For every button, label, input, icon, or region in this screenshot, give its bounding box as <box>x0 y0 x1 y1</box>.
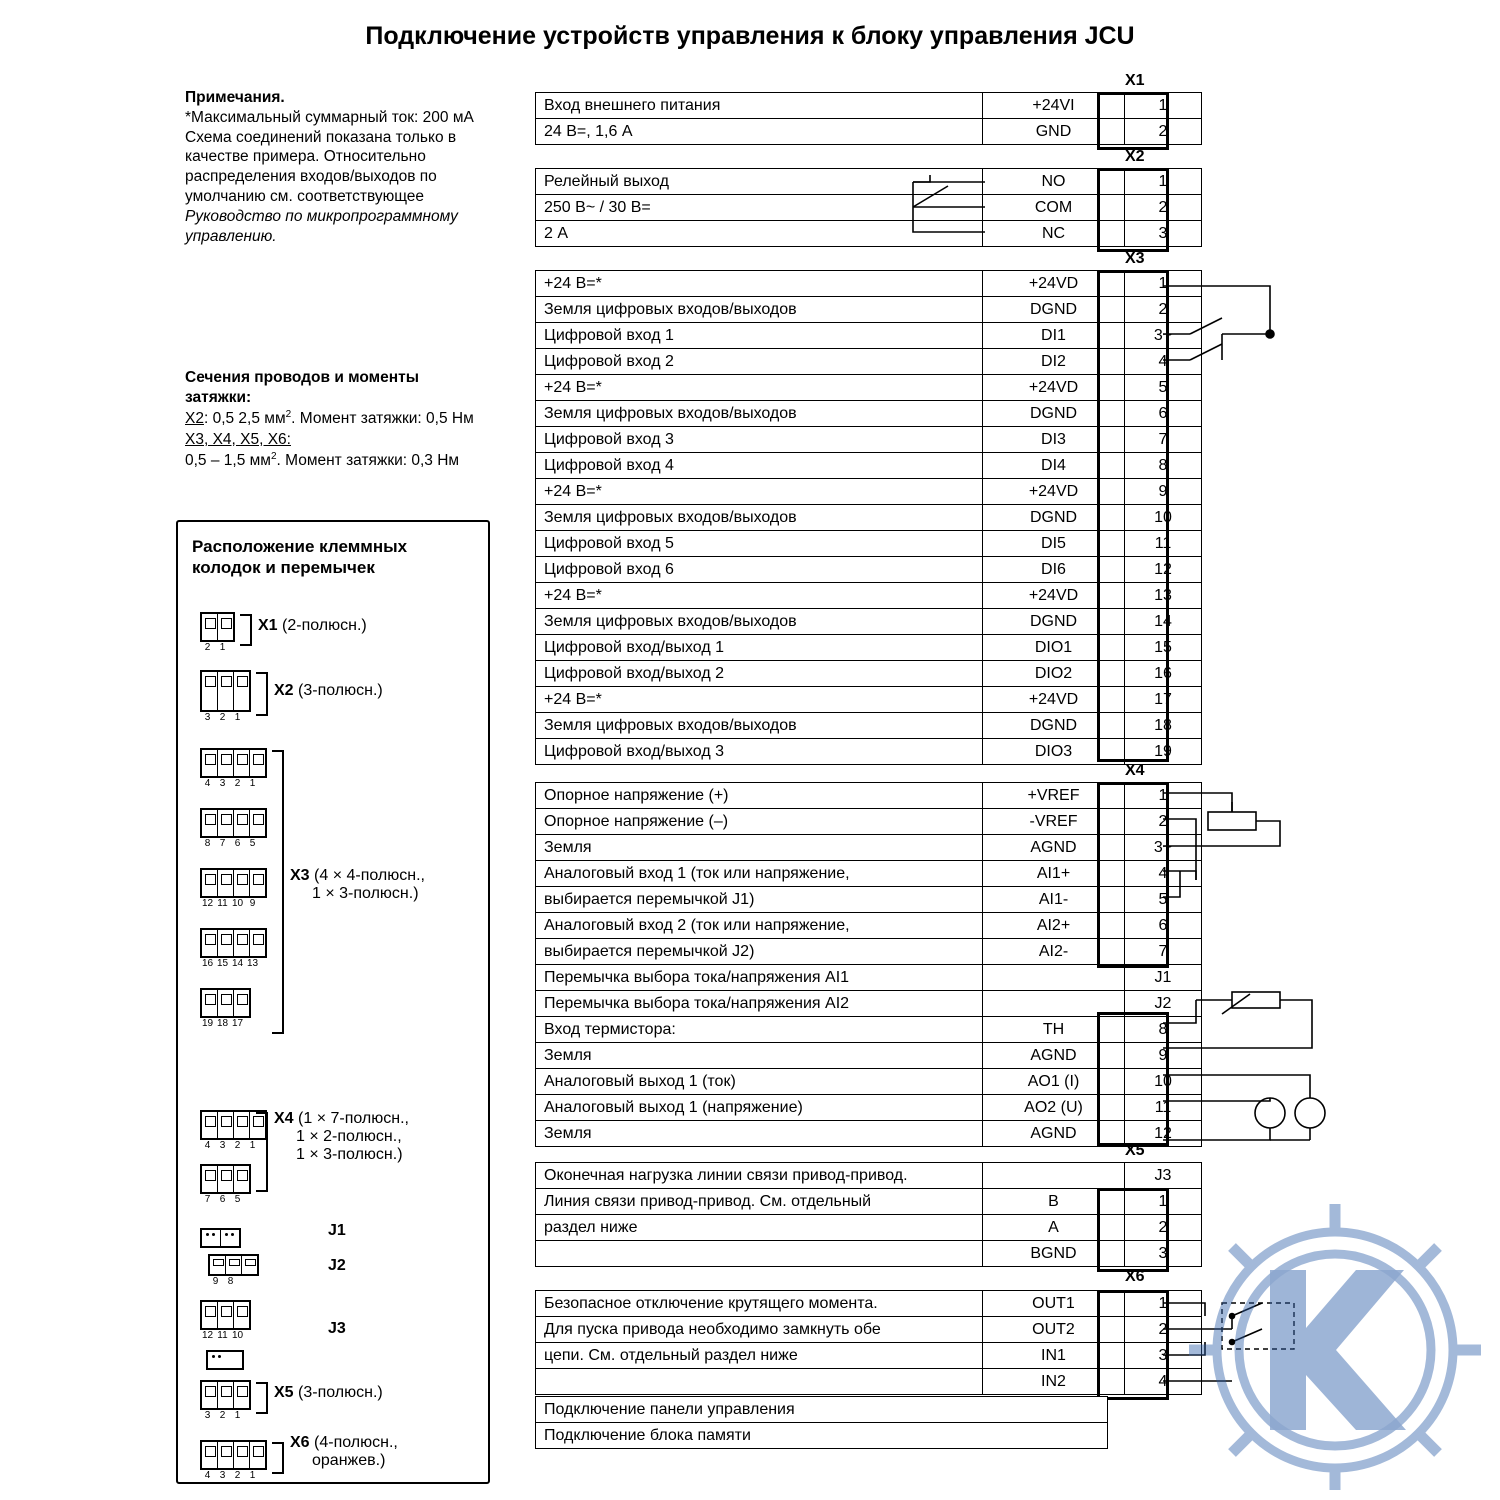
row-terminal-number: 3~ <box>1125 835 1202 861</box>
brace-x5 <box>256 1382 268 1414</box>
row-terminal-number: 15 <box>1125 635 1202 661</box>
row-signal: NO <box>983 169 1125 195</box>
table-row <box>536 1017 1202 1043</box>
row-description: Земля цифровых входов/выходов <box>536 713 983 739</box>
terminal-x6-label <box>290 1434 398 1470</box>
jumper-j3-name: J3 <box>328 1320 346 1337</box>
row-description <box>536 1241 983 1267</box>
connector-x6: 4 3 2 1 <box>200 1440 267 1481</box>
row-description: выбирается перемычкой J1) <box>536 887 983 913</box>
row-signal: GND <box>983 119 1125 145</box>
brace-x1 <box>240 614 252 646</box>
row-signal: AO1 (I) <box>983 1069 1125 1095</box>
table-row <box>536 195 1202 221</box>
row-terminal-number: 8 <box>1125 1017 1202 1043</box>
row-terminal-number: 7 <box>1125 427 1202 453</box>
row-description: Земля цифровых входов/выходов <box>536 401 983 427</box>
row-description: Опорное напряжение (+) <box>536 783 983 809</box>
row-description: Земля цифровых входов/выходов <box>536 609 983 635</box>
page-title: Подключение устройств управления к блоку управления JCU <box>365 22 1135 50</box>
row-description: +24 В=* <box>536 375 983 401</box>
row-description: Опорное напряжение (–) <box>536 809 983 835</box>
row-terminal-number: 3 <box>1125 1343 1202 1369</box>
row-terminal-number: 11 <box>1125 531 1202 557</box>
brace-x2 <box>256 672 268 716</box>
brace-x6 <box>272 1442 284 1474</box>
row-terminal-number: J3 <box>1125 1163 1202 1189</box>
row-signal <box>983 991 1125 1017</box>
terminal-x6-note-1: (4-полюсн., <box>314 1434 398 1451</box>
group-label-x5: X5 <box>1125 1142 1145 1159</box>
row-terminal-number: 10 <box>1125 505 1202 531</box>
row-description: Земля <box>536 1043 983 1069</box>
row-description: Цифровой вход 4 <box>536 453 983 479</box>
jumper-block-j3 <box>206 1350 244 1370</box>
connector-x3-c: 12 11 10 9 <box>200 868 267 909</box>
terminal-x1-name: X1 <box>258 617 278 634</box>
table-row <box>536 93 1202 119</box>
row-description: Цифровой вход 5 <box>536 531 983 557</box>
connector-x2: 3 2 1 <box>200 670 251 723</box>
brace-x3 <box>272 750 284 1034</box>
jumper-block-j1 <box>200 1228 241 1248</box>
table-x3 <box>535 270 1202 765</box>
row-signal: A <box>983 1215 1125 1241</box>
row-signal: DGND <box>983 401 1125 427</box>
row-description: цепи. См. отдельный раздел ниже <box>536 1343 983 1369</box>
row-signal: DGND <box>983 505 1125 531</box>
notes-heading: Примечания. <box>185 89 285 106</box>
row-terminal-number: 8 <box>1125 453 1202 479</box>
row-signal: AI2+ <box>983 913 1125 939</box>
row-signal: +24VD <box>983 375 1125 401</box>
row-terminal-number: 14 <box>1125 609 1202 635</box>
table-row <box>536 939 1202 965</box>
table-row <box>536 1069 1202 1095</box>
row-description: Аналоговый вход 1 (ток или напряжение, <box>536 861 983 887</box>
table-row <box>536 401 1202 427</box>
connector-x4-c: 9 8 <box>208 1254 259 1287</box>
row-signal: +24VD <box>983 271 1125 297</box>
row-terminal-number: 2 <box>1125 195 1202 221</box>
table-row <box>536 835 1202 861</box>
row-signal: AI1- <box>983 887 1125 913</box>
terminal-x6-note-2: оранжев.) <box>312 1452 386 1469</box>
terminal-x6-name: X6 <box>290 1434 310 1451</box>
table-row <box>536 1397 1108 1423</box>
row-signal: BGND <box>983 1241 1125 1267</box>
row-description: 24 В=, 1,6 А <box>536 119 983 145</box>
table-row <box>536 1241 1202 1267</box>
connector-x4-d: 12 11 10 <box>200 1300 251 1341</box>
table-row <box>536 861 1202 887</box>
terminal-x5-label <box>274 1384 383 1402</box>
row-description: Цифровой вход 2 <box>536 349 983 375</box>
table-row <box>536 583 1202 609</box>
row-terminal-number: J2 <box>1125 991 1202 1017</box>
row-terminal-number: 4 <box>1125 861 1202 887</box>
table-bottom <box>535 1396 1108 1449</box>
table-row <box>536 221 1202 247</box>
row-description: +24 В=* <box>536 687 983 713</box>
row-terminal-number: 1 <box>1125 271 1202 297</box>
table-x2 <box>535 168 1202 247</box>
row-terminal-number: 11 <box>1125 1095 1202 1121</box>
connector-x4-b: 7 6 5 <box>200 1164 251 1205</box>
row-description: Вход термистора: <box>536 1017 983 1043</box>
row-description: Линия связи привод-привод. См. отдельный <box>536 1189 983 1215</box>
row-terminal-number: 19 <box>1125 739 1202 765</box>
row-signal: DGND <box>983 297 1125 323</box>
row-signal: -VREF <box>983 809 1125 835</box>
row-terminal-number: 1 <box>1125 169 1202 195</box>
row-description: Перемычка выбора тока/напряжения AI2 <box>536 991 983 1017</box>
table-row <box>536 713 1202 739</box>
connector-x3-a: 4 3 2 1 <box>200 748 267 789</box>
row-description: Земля цифровых входов/выходов <box>536 505 983 531</box>
row-terminal-number: 1 <box>1125 1189 1202 1215</box>
connector-x5: 3 2 1 <box>200 1380 251 1421</box>
table-row <box>536 557 1202 583</box>
row-signal: +24VD <box>983 687 1125 713</box>
row-signal: DI3 <box>983 427 1125 453</box>
table-row <box>536 1423 1108 1449</box>
row-description: Аналоговый выход 1 (напряжение) <box>536 1095 983 1121</box>
row-terminal-number: 1 <box>1125 1291 1202 1317</box>
terminal-x2-label <box>274 682 383 700</box>
table-row <box>536 271 1202 297</box>
brace-x4 <box>256 1112 268 1192</box>
table-row <box>536 119 1202 145</box>
row-signal: TH <box>983 1017 1125 1043</box>
row-signal: IN2 <box>983 1369 1125 1395</box>
row-description: Цифровой вход/выход 3 <box>536 739 983 765</box>
row-signal: OUT1 <box>983 1291 1125 1317</box>
row-description <box>536 1369 983 1395</box>
row-terminal-number: 12 <box>1125 557 1202 583</box>
row-signal: DI5 <box>983 531 1125 557</box>
row-description: Земля <box>536 835 983 861</box>
row-signal: +24VD <box>983 583 1125 609</box>
wire-x2-label: X2 <box>185 410 204 428</box>
connector-x4-a: 4 3 2 1 <box>200 1110 267 1151</box>
table-row <box>536 349 1202 375</box>
wire-x3456-text: 0,5 – 1,5 $мм^2$. Момент затяжки: 0,3 Нм <box>185 450 460 469</box>
row-signal <box>983 1163 1125 1189</box>
terminal-x3-note-2: 1 × 3-полюсн.) <box>312 885 419 902</box>
row-terminal-number: J1 <box>1125 965 1202 991</box>
terminal-x3-label <box>290 867 425 903</box>
table-row <box>536 913 1202 939</box>
watermark-logo <box>1160 1190 1490 1490</box>
table-row <box>536 1095 1202 1121</box>
row-terminal-number: 4 <box>1125 349 1202 375</box>
row-terminal-number: 5 <box>1125 375 1202 401</box>
row-description: +24 В=* <box>536 271 983 297</box>
table-row <box>536 479 1202 505</box>
row-description: Земля <box>536 1121 983 1147</box>
row-signal: +VREF <box>983 783 1125 809</box>
row-terminal-number: 7 <box>1125 939 1202 965</box>
terminal-x4-note-1: (1 × 7-полюсн., <box>298 1110 409 1127</box>
table-row <box>536 661 1202 687</box>
row-signal: DI1 <box>983 323 1125 349</box>
row-description: Цифровой вход 1 <box>536 323 983 349</box>
row-terminal-number: 2 <box>1125 297 1202 323</box>
row-signal: AI1+ <box>983 861 1125 887</box>
table-x6 <box>535 1290 1202 1395</box>
row-terminal-number: 18 <box>1125 713 1202 739</box>
table-x4 <box>535 782 1202 1147</box>
table-x1 <box>535 92 1202 145</box>
row-signal: DI2 <box>983 349 1125 375</box>
row-terminal-number: 4 <box>1125 1369 1202 1395</box>
terminal-x4-name: X4 <box>274 1110 294 1127</box>
row-signal: DGND <box>983 609 1125 635</box>
row-terminal-number: 2 <box>1125 1317 1202 1343</box>
row-terminal-number: 6 <box>1125 913 1202 939</box>
table-row <box>536 297 1202 323</box>
table-row <box>536 783 1202 809</box>
connector-x1: 2 1 <box>200 612 235 653</box>
row-terminal-number: 2 <box>1125 809 1202 835</box>
row-signal: DI6 <box>983 557 1125 583</box>
row-signal: OUT2 <box>983 1317 1125 1343</box>
row-signal: AI2- <box>983 939 1125 965</box>
table-row <box>536 965 1202 991</box>
table-row <box>536 635 1202 661</box>
connector-x3-e: 19 18 17 <box>200 988 251 1029</box>
row-signal: DI4 <box>983 453 1125 479</box>
row-description: +24 В=* <box>536 583 983 609</box>
row-description: +24 В=* <box>536 479 983 505</box>
row-signal: B <box>983 1189 1125 1215</box>
table-row <box>536 1291 1202 1317</box>
jumper-j2-name: J2 <box>328 1257 346 1274</box>
row-terminal-number: 9 <box>1125 479 1202 505</box>
connector-x3-d: 16 15 14 13 <box>200 928 267 969</box>
group-label-x2: X2 <box>1125 148 1145 165</box>
row-signal: DIO1 <box>983 635 1125 661</box>
row-description: Цифровой вход 6 <box>536 557 983 583</box>
wire-x3456-label: X3, X4, X5, X6: <box>185 430 291 448</box>
jumper-j3-label <box>328 1320 346 1338</box>
row-description: Оконечная нагрузка линии связи привод-привод. <box>536 1163 983 1189</box>
group-label-x3: X3 <box>1125 250 1145 267</box>
row-terminal-number: 12 <box>1125 1121 1202 1147</box>
terminal-x2-name: X2 <box>274 682 294 699</box>
row-description: Подключение панели управления <box>536 1397 1108 1423</box>
table-row <box>536 323 1202 349</box>
row-signal: NC <box>983 221 1125 247</box>
row-signal: +24VI <box>983 93 1125 119</box>
terminal-layout-box <box>176 520 490 1484</box>
table-row <box>536 427 1202 453</box>
terminal-x1-label <box>258 617 367 635</box>
row-terminal-number: 10 <box>1125 1069 1202 1095</box>
wire-heading-2: затяжки: <box>185 389 252 407</box>
row-signal <box>983 965 1125 991</box>
row-signal: COM <box>983 195 1125 221</box>
row-terminal-number: 3 <box>1125 1241 1202 1267</box>
row-description: Безопасное отключение крутящего момента. <box>536 1291 983 1317</box>
row-description: Аналоговый вход 2 (ток или напряжение, <box>536 913 983 939</box>
row-terminal-number: 5 <box>1125 887 1202 913</box>
terminal-x5-note: (3-полюсн.) <box>298 1384 383 1401</box>
row-description: Для пуска привода необходимо замкнуть обе <box>536 1317 983 1343</box>
wire-x2-text: : 0,5 2,5 $мм^2$. Момент затяжки: 0,5 Нм <box>203 409 474 428</box>
terminal-x1-note: (2-полюсн.) <box>282 617 367 634</box>
table-x5 <box>535 1162 1202 1267</box>
row-description: Цифровой вход/выход 2 <box>536 661 983 687</box>
row-terminal-number: 2 <box>1125 119 1202 145</box>
row-signal: AGND <box>983 1043 1125 1069</box>
terminal-x4-note-3: 1 × 3-полюсн.) <box>296 1146 403 1163</box>
group-label-x1: X1 <box>1125 72 1145 89</box>
wire-x2-line <box>185 408 505 429</box>
terminal-x2-note: (3-полюсн.) <box>298 682 383 699</box>
jumper-j1-name: J1 <box>328 1222 346 1239</box>
row-description: 2 А <box>536 221 983 247</box>
table-row <box>536 687 1202 713</box>
row-description: Цифровой вход/выход 1 <box>536 635 983 661</box>
table-row <box>536 739 1202 765</box>
group-label-x6: X6 <box>1125 1268 1145 1285</box>
table-row <box>536 1317 1202 1343</box>
row-terminal-number: 9 <box>1125 1043 1202 1069</box>
terminal-x3-note-1: (4 × 4-полюсн., <box>314 867 425 884</box>
row-signal: AGND <box>983 1121 1125 1147</box>
terminal-x4-note-2: 1 × 2-полюсн., <box>296 1128 402 1145</box>
row-description: Земля цифровых входов/выходов <box>536 297 983 323</box>
notes-line-2: Схема соединений показана только в качестве примера. Относительно распределения входов/выходов по умолчанию см. соответствующее <box>185 128 457 206</box>
row-description: Релейный выход <box>536 169 983 195</box>
notes-line-1: *Максимальный суммарный ток: 200 мА <box>185 108 474 126</box>
table-row <box>536 991 1202 1017</box>
row-terminal-number: 3~ <box>1125 323 1202 349</box>
row-description: Цифровой вход 3 <box>536 427 983 453</box>
row-signal: +24VD <box>983 479 1125 505</box>
row-terminal-number: 13 <box>1125 583 1202 609</box>
row-terminal-number: 2 <box>1125 1215 1202 1241</box>
jumper-j1-label <box>328 1222 346 1240</box>
wire-sizes-block <box>185 368 505 471</box>
wire-heading-1: Сечения проводов и моменты <box>185 369 419 386</box>
table-row <box>536 1043 1202 1069</box>
terminal-layout-title-1: Расположение клеммных <box>192 537 408 556</box>
terminal-layout-title-2: колодок и перемычек <box>192 558 375 578</box>
table-row <box>536 1163 1202 1189</box>
row-description: Аналоговый выход 1 (ток) <box>536 1069 983 1095</box>
table-row <box>536 453 1202 479</box>
row-signal: DIO2 <box>983 661 1125 687</box>
group-label-x4: X4 <box>1125 762 1145 779</box>
row-signal: AO2 (U) <box>983 1095 1125 1121</box>
row-description: Вход внешнего питания <box>536 93 983 119</box>
row-description: Подключение блока памяти <box>536 1423 1108 1449</box>
row-terminal-number: 1 <box>1125 93 1202 119</box>
notes-line-3: Руководство по микропрограммному управлению. <box>185 207 458 245</box>
table-row <box>536 609 1202 635</box>
table-row <box>536 1343 1202 1369</box>
connector-x3-b: 8 7 6 5 <box>200 808 267 849</box>
row-description: Перемычка выбора тока/напряжения AI1 <box>536 965 983 991</box>
table-row <box>536 1215 1202 1241</box>
jumper-j2-label <box>328 1257 346 1275</box>
row-signal: IN1 <box>983 1343 1125 1369</box>
row-terminal-number: 6 <box>1125 401 1202 427</box>
row-terminal-number: 3 <box>1125 221 1202 247</box>
row-description: выбирается перемычкой J2) <box>536 939 983 965</box>
table-row <box>536 887 1202 913</box>
table-row <box>536 505 1202 531</box>
table-row <box>536 531 1202 557</box>
table-row <box>536 1369 1202 1395</box>
terminal-x5-name: X5 <box>274 1384 294 1401</box>
notes-block <box>185 88 495 247</box>
table-row <box>536 169 1202 195</box>
terminal-x3-name: X3 <box>290 867 310 884</box>
row-terminal-number: 17 <box>1125 687 1202 713</box>
terminal-x4-label <box>274 1110 409 1164</box>
row-terminal-number: 1 <box>1125 783 1202 809</box>
row-description: раздел ниже <box>536 1215 983 1241</box>
row-signal: DGND <box>983 713 1125 739</box>
table-row <box>536 1189 1202 1215</box>
row-description: 250 В~ / 30 В= <box>536 195 983 221</box>
row-terminal-number: 16 <box>1125 661 1202 687</box>
table-row <box>536 1121 1202 1147</box>
terminal-layout-title <box>192 536 407 579</box>
row-signal: AGND <box>983 835 1125 861</box>
table-row <box>536 809 1202 835</box>
table-row <box>536 375 1202 401</box>
row-signal: DIO3 <box>983 739 1125 765</box>
